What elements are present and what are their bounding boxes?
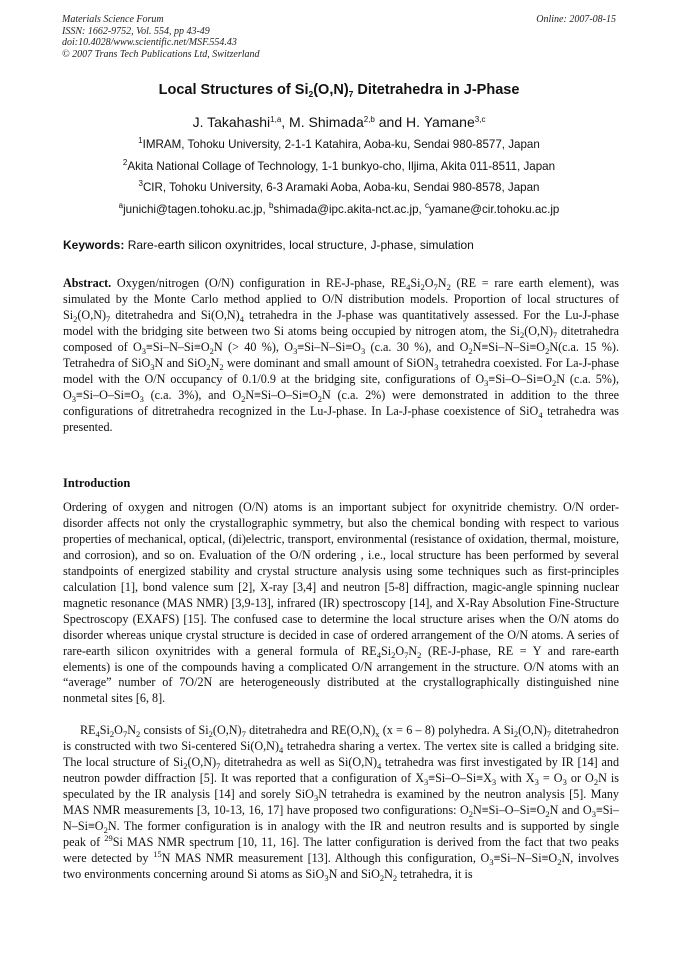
affil-text: IMRAM, Tohoku University, 2-1-1 Katahira, Aoba-ku, Sendai 980-8577, Japan: [142, 138, 540, 151]
author-affil-sup: 3,c: [474, 115, 486, 124]
email-line: [0, 203, 678, 216]
author-list: [0, 114, 678, 130]
keywords-text: Rare-earth silicon oxynitrides, local structure, J-phase, simulation: [124, 238, 474, 252]
email-sup: a: [118, 201, 124, 210]
copyright-line: © 2007 Trans Tech Publications Ltd, Switzerland: [62, 48, 260, 60]
affiliation-3: [0, 181, 678, 194]
introduction-paragraph-2: $RE_4Si_2O_7N_2$ consists of $Si_2(O,N)_7$ ditetrahedra and $RE(O,N)_x$ (x = 6 – 8) polyhedra. A $Si_2(O,N)_7$ ditetrahedron is constructed with two Si-centered $Si(O,N)_4$ tetrahedra sharing a vertex. The vertex site is called a bridging site. The local structure of $Si_2(O,N)_7$ ditetrahedra as well as $Si(O,N)_4$ tetrahedra was first investigated by IR [14] and neutron powder diffraction [5]. It was reported that a configuration of $X_3\equiv Si-O-Si\equiv X_3$ with $X_3 = O_3$ or $O_2N$ is speculated by the IR analysis [14] and sorely SiO$_3$N tetrahedra is examined by the neutron analysis [5]. Many MAS NMR measurements [3, 10-13, 16, 17] have proposed two configurations: $O_2N\equiv Si-O-Si\equiv O_2N$ and $O_3\equiv Si-N-Si\equiv O_2N$. The former configuration is in analogy with the IR and neutron results and is supported by single peak of $^{29}$Si MAS NMR spectrum [10, 11, 16]. The latter configuration is derived from the fact that two peaks were detected by $^{15}$N MAS NMR measurement [13]. Although this configuration, $O_3\equiv Si-N-Si\equiv O_2N$, involves two environments concerning around Si atoms as SiO$_3$N and $SiO_2N_2$ tetrahedra, it is: [63, 723, 620, 883]
title-text: Ditetrahedra in J-Phase: [353, 82, 520, 98]
abstract-label: Abstract.: [63, 276, 112, 290]
title-text: (O,N): [313, 82, 349, 98]
keywords: [63, 238, 619, 252]
introduction-paragraph-1: Ordering of oxygen and nitrogen (O/N) atoms is an important subject for oxynitride chemistry. O/N order-disorder affects not only the crystallographic symmetry, but also the chemical bonding with respect to various properties of mechanical, optical, (di)electric, transport, environmental (resistance of oxidation, thermal, moisture, and corrosion), and so on. Evaluation of the O/N ordering , i.e., local structure has been performed by several standpoints of energized stability and crystal structure analysis using some techniques such as first-principles calculation [1], bond valence sum [2], X-ray [3,4] and neutron [5-8] diffraction, magic-angle spinning nuclear magnetic resonance (MAS NMR) [3,9-13], infrared (IR) spectroscopy [14], and X-Ray Absolution Fine-Structure Spectroscopy (EXAFS) [15]. The confused case to determine the local structure arises when the O/N atoms do disorder whereas unique crystal structure is decided in case of ordered arrangement of the O/N atoms. A series of rare-earth silicon oxynitrides with a general formula of $RE_4Si_2O_7N_2$ (RE-J-phase, RE = Y and rare-earth elements) is one of the compounds having a complicated O/N arrangement in the structure. O/N atoms with an “average” number of 7O/2N are heterogeneously distributed at the crystallographically distinguished nine nonmetal sites [6, 8].: [63, 500, 619, 706]
journal-header: [62, 14, 616, 60]
email-link[interactable]: shimada@ipc.akita-nct.ac.jp,: [273, 203, 425, 216]
online-date: Online: 2007-08-15: [536, 14, 616, 25]
author-name: M. Shimada: [289, 114, 364, 130]
affil-sup: 3: [138, 179, 143, 188]
author-name: J. Takahashi: [192, 114, 271, 130]
email-sup: b: [268, 201, 274, 210]
affil-sup: 2: [122, 158, 128, 167]
author-affil-sup: 2,b: [363, 115, 375, 124]
issn-line: ISSN: 1662-9752, Vol. 554, pp 43-49: [62, 25, 210, 37]
email-sup: c: [425, 201, 429, 210]
journal-name: Materials Science Forum: [62, 14, 164, 25]
title-text: Local Structures of Si: [158, 82, 309, 98]
author-separator: ,: [281, 114, 290, 130]
affil-text: Akita National Collage of Technology, 1-1 bunkyo-cho, Iljima, Akita 011-8511, Japan: [127, 160, 556, 173]
email-link[interactable]: yamane@cir.tohoku.ac.jp: [429, 203, 560, 216]
title-subscript: 2: [308, 89, 314, 99]
title-subscript: 7: [348, 89, 354, 99]
keywords-label: Keywords:: [63, 238, 125, 252]
author-separator: and: [374, 114, 407, 130]
email-link[interactable]: junichi@tagen.tohoku.ac.jp,: [123, 203, 269, 216]
author-name: H. Yamane: [406, 114, 475, 130]
affil-sup: 1: [138, 136, 143, 145]
affil-text: CIR, Tohoku University, 6-3 Aramaki Aoba, Aoba-ku, Sendai 980-8578, Japan: [142, 181, 540, 194]
introduction-heading: Introduction: [63, 476, 131, 490]
affiliation-2: [0, 160, 678, 173]
abstract-paragraph: Abstract. Oxygen/nitrogen (O/N) configuration in RE-J-phase, $RE_4Si_2O_7N_2$ (RE = rare earth element), was simulated by the Monte Carlo method applied to O/N distribution models. Proportion of local structures of $Si_2(O,N)_7$ ditetrahedra and $Si(O,N)_4$ tetrahedra in the J-phase was quantitatively assessed. For the Lu-J-phase model with the bridging site between two Si atoms being occupied by nitrogen atom, the $Si_2(O,N)_7$ ditetrahedra composed of $O_3\equiv Si-N-Si\equiv O_2N$ (> 40 %), $O_3\equiv Si-N-Si\equiv O_3$ (c.a. 30 %), and $O_2N\equiv Si-N-Si\equiv O_2N(c.a$. 15 %). Tetrahedra of SiO$_3$N and $SiO_2N_2$ were dominant and small amount of SiON$_3$ tetrahedra coexisted. For La-J-phase model with the O/N occupancy of 0.1/0.9 at the bridging site, configurations of $O_3\equiv Si-O-Si\equiv O_2N$ (c.a. 5%), $O_3\equiv Si-O-Si\equiv O_3$ (c.a. 3%), and $O_2N\equiv Si-O-Si\equiv O_2N$ (c.a. 2%) were demonstrated in addition to the three configurations of ditretrahedra recognized in the Lu-J-phase. In La-J-phase coexistence of SiO$_4$ tetrahedra was presented.: [63, 276, 619, 434]
affiliation-1: [0, 138, 678, 151]
author-affil-sup: 1,a: [270, 115, 282, 124]
doi-line: doi:10.4028/www.scientific.net/MSF.554.43: [62, 37, 237, 48]
paper-title: [0, 82, 678, 98]
